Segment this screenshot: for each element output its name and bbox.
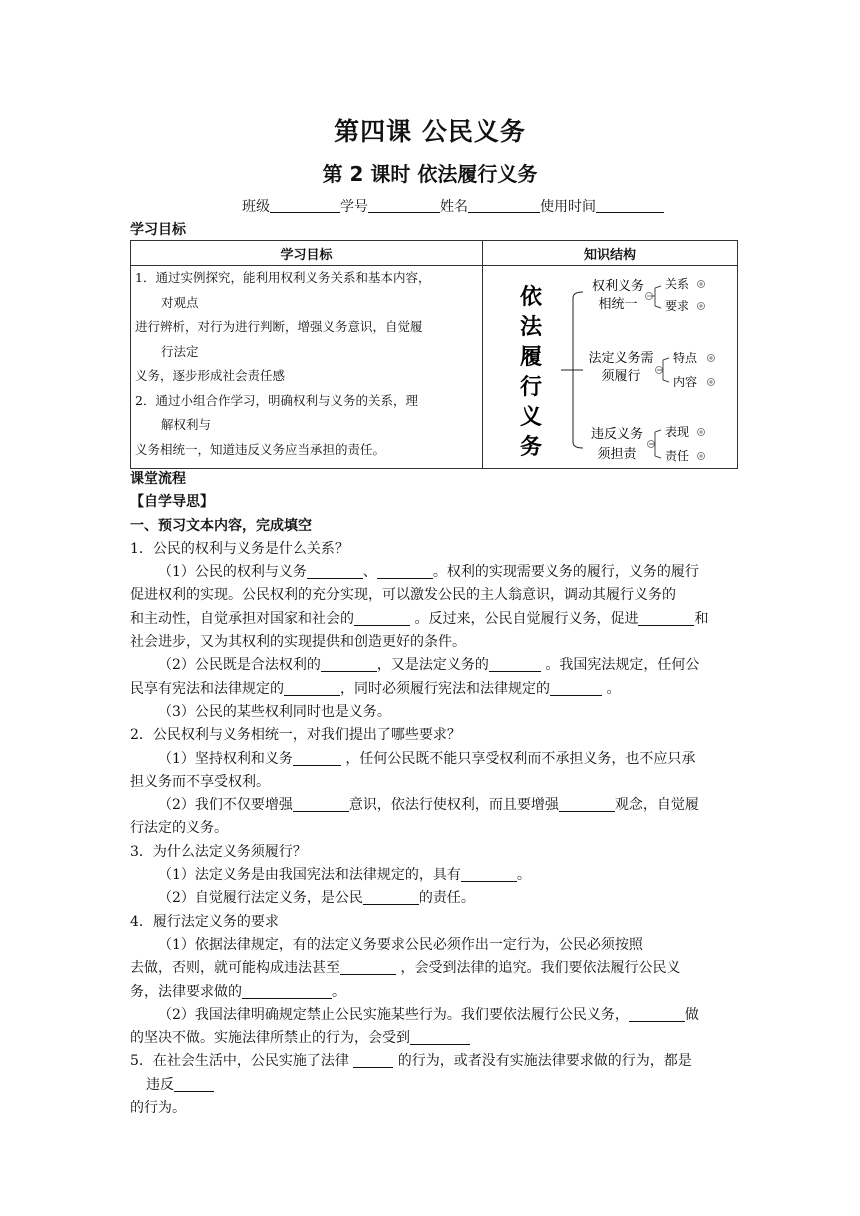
question-text: 意识，依法行使权利，而且要增强: [348, 797, 559, 814]
class-field[interactable]: [270, 198, 340, 213]
answer-blank[interactable]: [461, 866, 517, 882]
classroom-flow-section: [130, 468, 742, 1120]
question-text: （3）公民的某些权利同时也是义务。: [158, 703, 391, 720]
answer-blank[interactable]: [340, 959, 396, 975]
root-char: 法: [519, 315, 543, 340]
answer-blank[interactable]: [307, 563, 363, 579]
name-field[interactable]: [468, 198, 540, 213]
goal-line: 对观点: [161, 294, 199, 310]
question-line: [130, 841, 742, 864]
branch-label: 权利义务: [591, 279, 645, 294]
question-line: [130, 1027, 742, 1050]
question-line: [130, 1050, 742, 1073]
question-text: 行法定的义务。: [130, 820, 228, 837]
answer-blank[interactable]: [242, 983, 332, 999]
leaf-label: 关系: [665, 277, 690, 291]
lesson-title: 第四课 公民义务: [334, 117, 526, 146]
question-text: （2）我国法律明确规定禁止公民实施某些行为。我们要依法履行公民义务，: [158, 1006, 629, 1023]
leaf-label: 表现: [665, 425, 690, 439]
structure-column-header: 知识结构: [483, 241, 738, 266]
root-char: 务: [519, 435, 543, 460]
question-line: [130, 1074, 742, 1097]
question-line: [130, 771, 742, 794]
question-text: ，任何公民既不能只享受权利而不承担义务，也不应只承: [340, 750, 696, 767]
root-char: 行: [519, 375, 543, 400]
answer-blank[interactable]: [354, 610, 410, 626]
question-text: 2．公民权利与义务相统一，对我们提出了哪些要求？: [130, 727, 461, 744]
branch-label: 相统一: [598, 297, 638, 312]
class-label: 班级: [242, 199, 270, 215]
goal-line: 1．通过实例探究，能利用权利义务关系和基本内容，: [135, 270, 431, 285]
leaf-label: 要求: [665, 299, 690, 313]
question-text: 务，法律要求做的: [130, 983, 242, 1000]
question-text: 的责任。: [418, 890, 475, 907]
answer-blank[interactable]: [377, 563, 433, 579]
answer-blank[interactable]: [353, 1052, 393, 1068]
question-line: [130, 794, 742, 817]
question-text: 。: [516, 867, 531, 884]
time-field[interactable]: [596, 198, 664, 213]
question-text: 促进权利的实现。公民权利的充分实现，可以激发公民的主人翁意识，调动其履行义务的: [130, 587, 676, 604]
goal-line: 进行辨析，对行为进行判断，增强义务意识，自觉履: [135, 319, 423, 334]
goals-column-header: 学习目标: [131, 241, 483, 266]
question-text: （1）依据法律规定，有的法定义务要求公民必须作出一定行为，公民必须按照: [158, 936, 643, 953]
answer-blank[interactable]: [293, 796, 349, 812]
question-text: 。我国宪法规定，任何公: [540, 657, 700, 674]
branch-label: 法定义务需: [588, 351, 654, 366]
answer-blank[interactable]: [174, 1076, 214, 1092]
flow-section-label: 课堂流程: [130, 471, 186, 487]
question-text: 民享有宪法和法律规定的: [130, 680, 284, 697]
question-line: [130, 538, 742, 561]
question-line: [130, 724, 742, 747]
question-text: 、: [362, 564, 377, 581]
goal-line: 解权利与: [161, 417, 212, 432]
fill-in-questions: [130, 538, 742, 1120]
question-text: 和: [694, 610, 709, 627]
question-text: （1）公民的权利与义务: [158, 564, 307, 581]
answer-blank[interactable]: [638, 610, 694, 626]
name-label: 姓名: [440, 199, 468, 215]
answer-blank[interactable]: [363, 889, 419, 905]
question-line: [130, 957, 742, 980]
question-line: [130, 561, 742, 584]
question-line: [130, 911, 742, 934]
question-line: [130, 934, 742, 957]
question-text: （2）我们不仅要增强: [158, 797, 293, 814]
student-id-field[interactable]: [368, 198, 440, 213]
branch-label: 须担责: [597, 447, 637, 462]
branch-label: 违反义务: [590, 427, 644, 442]
question-text: 的行为，或者没有实施法律要求做的行为，都是: [393, 1053, 692, 1070]
question-text: 。权利的实现需要义务的履行，义务的履行: [432, 564, 699, 581]
goal-line: 义务，逐步形成社会责任感: [135, 368, 286, 383]
goals-table: [130, 240, 738, 469]
student-id-label: 学号: [340, 199, 368, 215]
question-text: （2）公民既是合法权利的: [158, 657, 321, 674]
question-text: ，又是法定义务的: [376, 657, 489, 674]
goals-section-label: 学习目标: [130, 222, 186, 238]
question-line: [130, 1097, 742, 1120]
question-text: 的坚决不做。实施法律所禁止的行为，会受到: [130, 1030, 410, 1047]
main-brace: [561, 292, 583, 448]
question-text: 的行为。: [130, 1100, 186, 1117]
question-line: [130, 748, 742, 771]
question-text: 违反: [146, 1076, 174, 1093]
question-text: 社会进步，又为其权利的实现提供和创造更好的条件。: [130, 634, 466, 651]
question-line: [130, 584, 742, 607]
question-line: [130, 678, 742, 701]
question-line: [130, 631, 742, 654]
answer-blank[interactable]: [321, 656, 377, 672]
goals-text-cell: [131, 266, 483, 469]
question-text: 。反过来，公民自觉履行义务，促进: [410, 610, 639, 627]
question-line: [130, 654, 742, 677]
question-text: 4．履行法定义务的要求: [130, 913, 279, 930]
question-line: [130, 608, 742, 631]
knowledge-structure-cell: [483, 266, 738, 469]
time-label: 使用时间: [540, 199, 596, 215]
question-text: 去做，否则，就可能构成违法甚至: [130, 960, 340, 977]
question-text: （1）坚持权利和义务: [158, 750, 293, 767]
answer-blank[interactable]: [559, 796, 615, 812]
answer-blank[interactable]: [550, 680, 602, 696]
knowledge-structure-diagram: [483, 266, 737, 468]
question-line: [130, 817, 742, 840]
question-text: 观念，自觉履: [614, 797, 699, 814]
question-text: 。: [602, 680, 621, 697]
question-text: （1）法定义务是由我国宪法和法律规定的，具有: [158, 867, 461, 884]
question-line: [130, 864, 742, 887]
question-text: 1．公民的权利与义务是什么关系？: [130, 540, 349, 557]
question-text: 担义务而不享受权利。: [130, 773, 270, 790]
answer-blank[interactable]: [489, 656, 541, 672]
question-text: 和主动性，自觉承担对国家和社会的: [130, 610, 354, 627]
leaf-label: 责任: [665, 449, 690, 463]
question-text: 5．在社会生活中，公民实施了法律: [130, 1053, 354, 1070]
root-char: 履: [519, 345, 543, 370]
part1-heading: 一、预习文本内容，完成填空: [130, 517, 312, 534]
question-line: [130, 981, 742, 1004]
answer-blank[interactable]: [284, 680, 340, 696]
leaf-label: 特点: [673, 351, 698, 365]
question-line: [130, 887, 742, 910]
question-text: ，同时必须履行宪法和法律规定的: [340, 680, 550, 697]
question-text: 3．为什么法定义务须履行？: [130, 843, 307, 860]
question-line: [130, 1004, 742, 1027]
goal-line: 行法定: [161, 343, 199, 359]
question-text: ，会受到法律的追究。我们要依法履行公民义: [396, 960, 681, 977]
root-char: 义: [519, 405, 543, 430]
self-study-heading: 【自学导思】: [130, 494, 214, 511]
student-info-line: [242, 196, 722, 216]
question-text: 。: [332, 983, 346, 1000]
answer-blank[interactable]: [410, 1029, 470, 1045]
question-text: 做: [684, 1006, 699, 1023]
answer-blank[interactable]: [293, 750, 341, 766]
goal-line: 2．通过小组合作学习，明确权利与义务的关系，理: [135, 392, 418, 408]
leaf-label: 内容: [673, 375, 698, 389]
goal-line: 义务相统一，知道违反义务应当承担的责任。: [135, 441, 386, 457]
question-text: （2）自觉履行法定义务，是公民: [158, 890, 363, 907]
root-char: 依: [519, 285, 543, 310]
lesson-subtitle: 第 2 课时 依法履行义务: [322, 162, 538, 186]
question-line: [130, 701, 742, 724]
branch-label: 须履行: [601, 369, 641, 384]
answer-blank[interactable]: [629, 1006, 685, 1022]
